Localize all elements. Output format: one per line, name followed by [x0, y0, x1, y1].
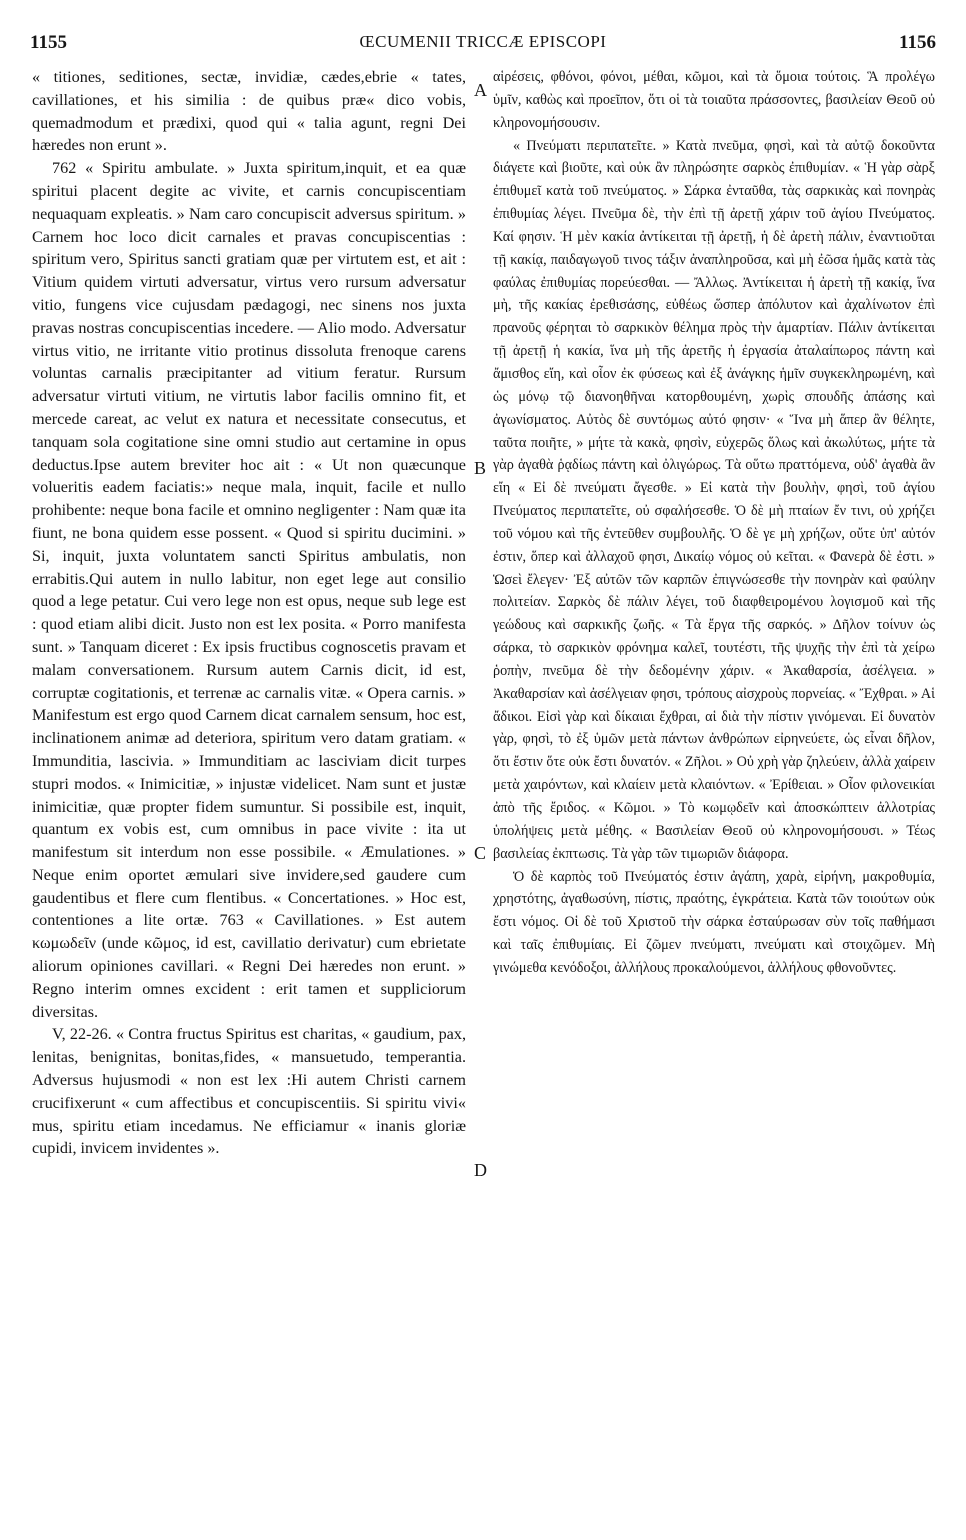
- margin-marker-d: D: [474, 1160, 487, 1180]
- latin-paragraph: V, 22-26. « Contra fructus Spiritus est charitas, « gaudium, pax, lenitas, benignitas, bonitas,fides, « mansuetudo, temperantia. Adversus hujusmodi « non est lex :Hi autem Christi carnem crucifixerunt « cum affectibus et concupiscentiis. Si spiritu vivi« mus, spiritu etiam incedamus. Ne efficiamur « inanis gloriæ cupidi, invicem invidentes ».: [32, 1025, 466, 1158]
- greek-paragraph: « Πνεύματι περιπατεῖτε. » Κατὰ πνεῦμα, φησὶ, καὶ τὰ αὐτῷ δοκοῦντα διάγετε καὶ βιοῦτε, καὶ οὐκ ἂν πληρώσητε σαρκὸς ἐπιθυμίαν. « Ἡ γὰρ σὰρξ ἐπιθυμεῖ κατὰ τοῦ πνεύματος. » Σάρκα ἐνταῦθα, τὰς σαρκικὰς καὶ πονηρὰς ἐπιθυμίας λέγει. Πνεῦμα δὲ, τὴν ἐπὶ τῇ ἀρετῇ χάριν τοῦ ἁγίου Πνεύματος. Καί φησιν. Ἡ μὲν κακία ἀντίκειται τῇ ἀρετῇ, ἡ δὲ ἀρετὴ πάλιν, ἐναντιοῦται τῇ κακίᾳ, παιδαγωγοῦ τινος τάξιν ἀναπληροῦσα, καὶ μὴ ἐῶσα ἡμᾶς κατὰ τὰς φαύλας ἐπιθυμίας πορεύεσθαι. — Ἄλλως. Ἀντίκειται ἡ ἀρετὴ τῇ κακίᾳ, ἵνα μὴ, τῆς κακίας ἐρεθισάσης, εὐθέως ὥσπερ ἀπόλυτον καὶ ἀχαλίνωτον ἐπὶ πρανοῦς φέρηται τὸ σαρκικὸν θέλημα πρὸς τὴν ἁμαρτίαν. Πάλιν ἀντίκειται τῇ ἀρετῇ ἡ κακία, ἵνα μὴ τῆς ἀρετῆς ἡ ἐργασία ἀταλαίπωρος πάντη καὶ ἄμισθος εἴη, καὶ οἷον ἐκ φύσεως καὶ ἐξ ἀνάγκης ἡμῖν συγκεκληρωμένη, καὶ ὡς μόνῳ τῷ διανοηθῆναι κατορθουμένη, χωρὶς σπουδῆς ἁπάσης καὶ ἀγωνίσματος. Αὐτὸς δὲ συντόμως αὐτό φησιν· « Ἵνα μὴ ἅπερ ἂν θέλητε, ταῦτα ποιῆτε, » μήτε τὰ κακὰ, φησὶν, εὐχερῶς ὅλως καὶ ἀκωλύτως, μήτε τὰ γὰρ ἀγαθὰ ῥᾳδίως πάντη καὶ ὀλιγώρως. Τὰ οὕτω πραττόμενα, οὐδ' ἀγαθὰ ἂν εἴη « Εἰ δὲ πνεύματι ἄγεσθε. » Εἰ κατὰ τὴν βουλὴν, φησὶ, τοῦ ἁγίου Πνεύματος περιπατεῖτε, οὐ σφαλήσεσθε. Ὁ δὲ μὴ πταίων ἔν τινι, οὐ χρήζει τοῦ νόμου καὶ τῆς ἐντεῦθεν συμβουλῆς. Ὁ δὲ γε μὴ χρήζων, οὔτε ὑπ' αὐτόν ἐστιν, ὅπερ καὶ ἀλλαχοῦ φησι, Δικαίῳ νόμος οὐ κεῖται. « Φανερὰ δὲ ἐστι. » Ὡσεὶ ἔλεγεν· Ἐξ αὐτῶν τῶν καρπῶν ἐπιγνώσεσθε τὴν πονηρὰν καὶ φαύλην πολιτείαν. Σαρκὸς δὲ πάλιν λέγει, τοῦ διαφθειρομένου λογισμοῦ καὶ τῆς γεώδους καὶ σαρκικῆς ζωῆς. « Τὰ ἔργα τῆς σαρκός. » Δῆλον τοίνυν ὡς σάρκα, τὸ σαρκικὸν φρόνημα καλεῖ, τουτέστι, τῆς ψυχῆς τὴν ἐπὶ τὰ χείρω ῥοπὴν, πνεῦμα δὲ τὴν δεδομένην χάριν. « Ἀκαθαρσία, ἀσέλγεια. » Ἀκαθαρσίαν καὶ ἀσέλγειαν φησι, τρόπους αἰσχροὺς πορνείας. « Ἔχθραι. » Αἱ ἄδικοι. Εἰσὶ γὰρ καὶ δίκαιαι ἔχθραι, αἱ διὰ τὴν πίστιν γινόμεναι. Εἰ δυνατὸν γὰρ, φησὶ, τὸ ἐξ ὑμῶν μετὰ πάντων ἀνθρώπων εἰρηνεύετε, ὡς εἶναι δῆλον, ὅτι ἔστιν ὅτε οὐκ ἔστι δυνατόν. « Ζῆλοι. » Οὐ χρὴ γὰρ ζηλεύειν, ἀλλὰ χαίρειν μετὰ χαιρόντων, καὶ κλαίειν μετὰ κλαιόντων. « Ἐρίθειαι. » Οἷον φιλονεικίαι ἀπὸ τῆς ἔριδος. « Κῶμοι. » Τὸ κωμῳδεῖν καὶ ἀποσκώπτειν ἀλλοτρίας ὑπολήψεις μετὰ μέθης. « Βασιλείαν Θεοῦ οὐ κληρονομήσουσι. » Τέως βασιλείας ἐκπτωσις. Τὰ γὰρ τῶν τιμωριῶν διάφορα.: [493, 137, 935, 862]
- page-number-right: 1156: [899, 32, 936, 53]
- margin-marker-b: B: [474, 458, 487, 478]
- margin-marker-a: A: [474, 80, 487, 100]
- greek-paragraph: Ὁ δὲ καρπὸς τοῦ Πνεύματός ἐστιν ἀγάπη, χαρὰ, εἰρήνη, μακροθυμία, χρηστότης, ἀγαθωσύνη, πίστις, πραότης, ἐγκράτεια. Κατὰ τῶν τοιούτων οὐκ ἔστι νόμος. Οἱ δὲ τοῦ Χριστοῦ τὴν σάρκα ἐσταύρωσαν σὺν τοῖς παθήμασι καὶ ταῖς ἐπιθυμίαις. Εἰ ζῶμεν πνεύματι, πνεύματι καὶ στοιχῶμεν. Μὴ γινώμεθα κενόδοξοι, ἀλλήλους προκαλούμενοι, ἀλλήλους φθονοῦντες.: [493, 868, 935, 976]
- page-header: [30, 32, 936, 62]
- running-title: ŒCUMENII TRICCÆ EPISCOPI: [359, 32, 607, 51]
- margin-marker-c: C: [474, 843, 487, 863]
- latin-paragraph: 762 « Spiritu ambulate. » Juxta spiritum,inquit, et ea quæ spiritui placent degite ac vivite, et carnis concupiscentiam nequaquam expleatis. » Nam caro concupiscit adversus spiritum. » Carnem hoc loco dicit carnales et pravas concupiscentias : spiritum vero, Spiritus sancti gratiam quæ per virtutem est, et ait : Vitium quidem virtuti adversatur, virtus vero rursum adversatur vitio, fungens vice cujusdam pædagogi, nec sinens nos juxta pravas nostras concupiscentias incedere. — Alio modo. Adversatur virtus vitio, ne irritante vitio protinus dissoluta frenoque carens voluntas carnalis præcipitanter ad vitium feratur. Rursum adversatur virtuti vitium, ne virtutis labor facilis omnino fit, et mercede careat, ac velut ex natura et necessitate consecutus, et tanquam sola cogitatione sine omni studio aut certamine in opus deductus.Ipse autem breviter hoc ait : « Ut non quæcunque volueritis eadem faciatis:» neque mala, inquit, facile et nullo prohibente: neque bona facile et omnino negligenter : Nam quæ ita fiunt, ne bona quidem esse possent. « Quod si spiritu ducimini. » Si, inquit, juxta voluntatem sancti Spiritus ambulatis, non errabitis.Qui autem in nullo labitur, non eget lege aut consilio quod a lege petatur. Cui vero lege non est opus, neque sub lege est : quod etiam alibi dicit. Justo non est lex posita. « Porro manifesta sunt. » Tanquam diceret : Ex ipsis fructibus cognoscetis pravam et malam conversationem. Rursum autem Carnis dicit, id est, corruptæ cogitationis, et terrenæ ac carnalis vitæ. « Opera carnis. » Manifestum est ergo quod Carnem dicat carnalem sensum, hoc est, inclinationem animæ ad deteriora, spiritum vero datam gratiam. « Immunditia, lascivia. » Immunditiam ac lasciviam dicit turpes stupri modos. « Inimicitiæ, » injustæ videlicet. Nam sunt et justæ inimicitiæ, quæ propter fidem sumuntur. Si possibile est, inquit, quantum ex vobis est, cum omnibus in pace vivite : ita ut manifestum sit interdum non esse possibile. « Æmulationes. » Neque enim oportet æmulari sive invidere,sed gaudere cum gaudentibus et flere cum flentibus. « Concertationes. » Hoc est, contentiones a lite ortæ. 763 « Cavillationes. » Est autem κωμωδεῖν (unde κῶμος, id est, cavillatio derivatur) cum ebrietate aliorum opiniones cavillari. « Regni Dei hæredes non erunt. » Regno interim omnes excident : erit tamen et suppliciorum diversitas.: [32, 159, 466, 1021]
- greek-paragraph: αἱρέσεις, φθόνοι, φόνοι, μέθαι, κῶμοι, καὶ τὰ ὅμοια τούτοις. Ἃ προλέγω ὑμῖν, καθὼς καὶ προεῖπον, ὅτι οἱ τὰ τοιαῦτα πράσσοντες, βασιλείαν Θεοῦ οὐ κληρονομήσουσιν.: [493, 69, 935, 131]
- greek-column: [493, 66, 935, 980]
- latin-paragraph: « titiones, seditiones, sectæ, invidiæ, cædes,ebrie « tates, cavillationes, et his similia : de quibus præ« dico vobis, quemadmodum et prædixi, quod qui « talia agunt, regni Dei hæredes non erunt ».: [32, 68, 466, 155]
- page-number-left: 1155: [30, 32, 67, 53]
- latin-column: [32, 66, 466, 1160]
